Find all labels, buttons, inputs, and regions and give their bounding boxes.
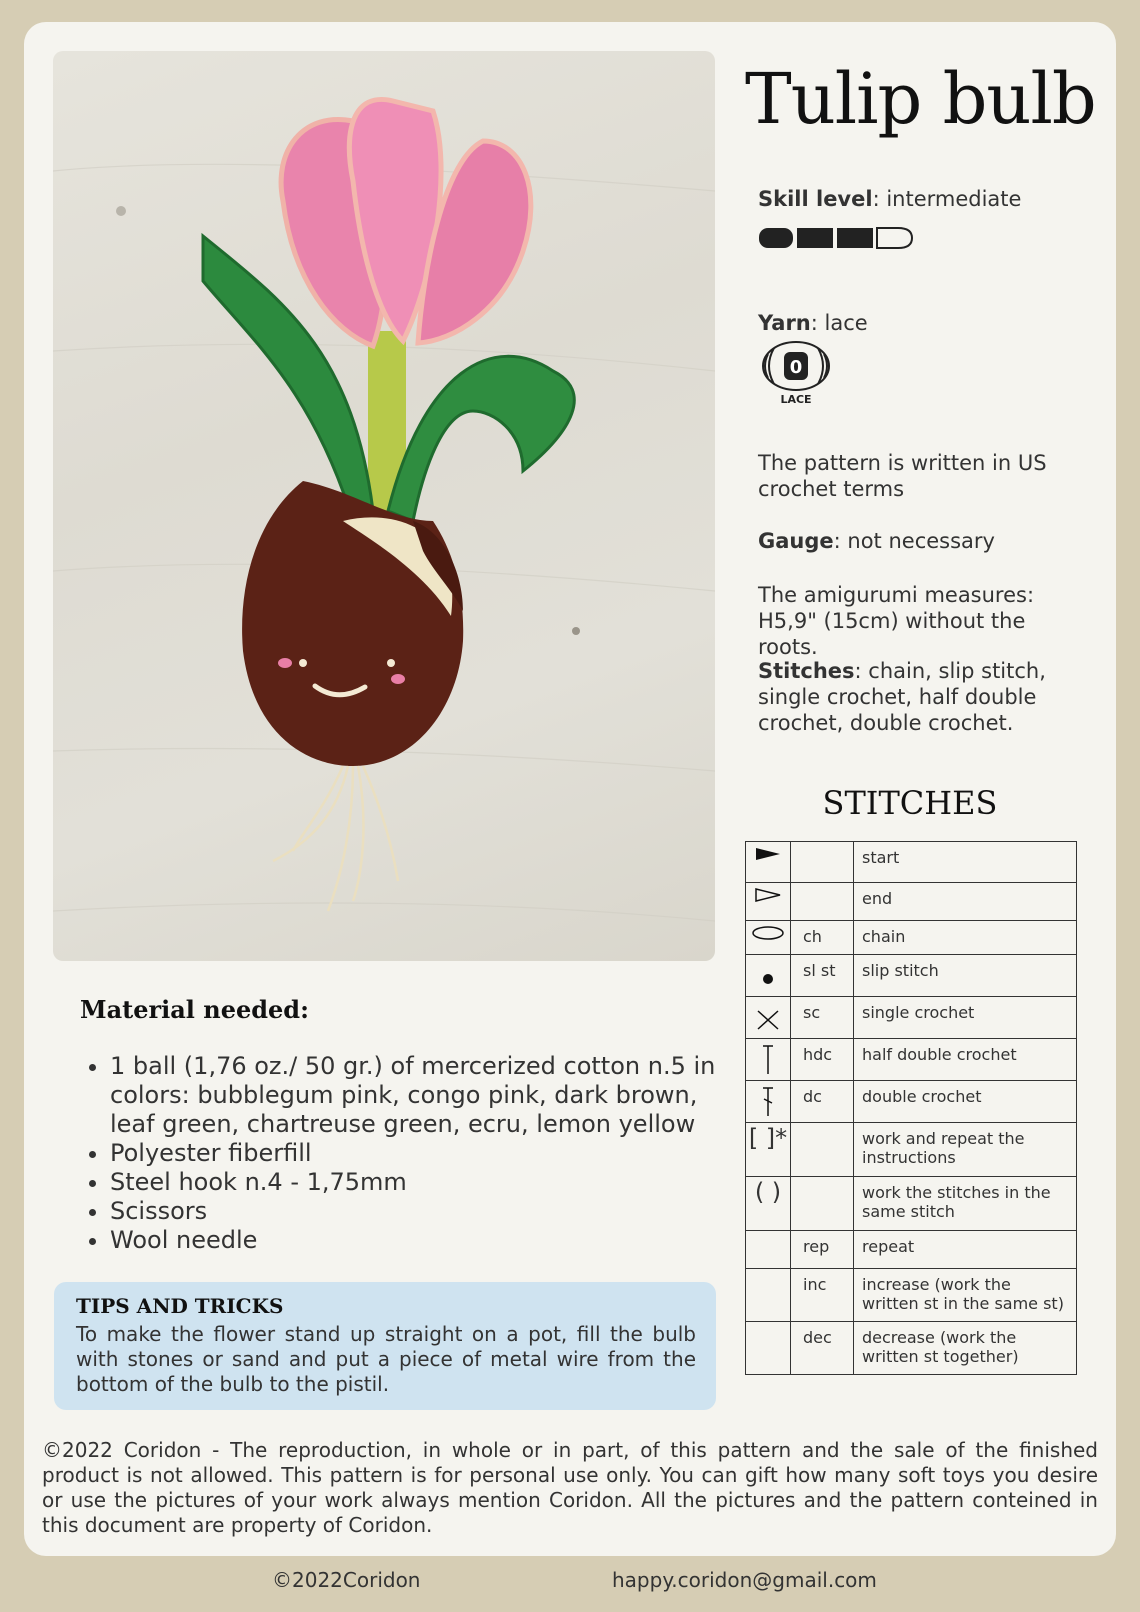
stitch-abbr: inc bbox=[791, 1269, 854, 1322]
stitch-desc: increase (work the written st in the same st) bbox=[854, 1269, 1077, 1322]
stitches-value: : chain, slip stitch, single crochet, half double crochet, double crochet. bbox=[758, 659, 1046, 735]
stitches-info bbox=[758, 658, 1048, 736]
parentheses-symbol: ( ) bbox=[746, 1177, 791, 1231]
gauge-value: : not necessary bbox=[833, 529, 995, 553]
list-item: • Steel hook n.4 - 1,75mm bbox=[110, 1168, 730, 1197]
yarn-value: : lace bbox=[810, 311, 868, 335]
list-item: • Polyester fiberfill bbox=[110, 1139, 730, 1168]
yarn-info bbox=[758, 310, 868, 336]
table-row bbox=[746, 1177, 1077, 1231]
skill-segment bbox=[759, 228, 793, 248]
stitch-desc: slip stitch bbox=[854, 955, 1077, 997]
table-row bbox=[746, 1269, 1077, 1322]
stitch-abbr: rep bbox=[791, 1231, 854, 1269]
stitch-abbr bbox=[791, 883, 854, 921]
stitch-desc: start bbox=[854, 842, 1077, 883]
stitch-symbol bbox=[746, 1322, 791, 1375]
dc-t-icon bbox=[746, 1081, 791, 1123]
single-crochet-x-icon bbox=[746, 997, 791, 1039]
footer-email[interactable]: happy.coridon@gmail.com bbox=[612, 1568, 877, 1592]
table-row bbox=[746, 1231, 1077, 1269]
tips-box bbox=[54, 1282, 716, 1410]
copyright-notice: ©2022 Coridon - The reproduction, in whole or in part, of this pattern and the sale of the finished product is not allowed. This pattern is for personal use only. You can gift how many soft toys you desire or use the pictures of your work always mention Coridon. All the pictures and the pattern conteined in this document are property of Coridon. bbox=[42, 1438, 1098, 1537]
table-row bbox=[746, 1123, 1077, 1177]
stitch-abbr: sl st bbox=[791, 955, 854, 997]
gauge-info bbox=[758, 528, 995, 554]
stitch-abbr bbox=[791, 1177, 854, 1231]
slip-stitch-dot-icon bbox=[746, 955, 791, 997]
gauge-label: Gauge bbox=[758, 529, 834, 553]
list-item: • 1 ball (1,76 oz./ 50 gr.) of mercerized cotton n.5 in colors: bubblegum pink, congo pink, dark brown, leaf green, chartreuse green, ecru, lemon yellow bbox=[110, 1052, 730, 1139]
yarn-weight-number: 0 bbox=[789, 357, 803, 378]
tips-text: To make the flower stand up straight on a pot, fill the bulb with stones or sand and put a piece of metal wire from the bottom of the bulb to the pistil. bbox=[76, 1322, 696, 1396]
stitch-desc: chain bbox=[854, 921, 1077, 955]
stitch-desc: decrease (work the written st together) bbox=[854, 1322, 1077, 1375]
stitch-symbol bbox=[746, 1231, 791, 1269]
table-row bbox=[746, 1081, 1077, 1123]
stitch-abbr: dc bbox=[791, 1081, 854, 1123]
stitch-desc: work and repeat the instructions bbox=[854, 1123, 1077, 1177]
page-title: Tulip bulb bbox=[745, 58, 1096, 140]
stitches-label: Stitches bbox=[758, 659, 855, 683]
table-row bbox=[746, 921, 1077, 955]
skill-segment bbox=[837, 228, 873, 248]
skill-segment bbox=[877, 228, 912, 248]
table-row bbox=[746, 955, 1077, 997]
tips-title: TIPS AND TRICKS bbox=[76, 1294, 284, 1318]
skill-segment bbox=[797, 228, 833, 248]
stitch-desc: work the stitches in the same stitch bbox=[854, 1177, 1077, 1231]
skill-level-value: : intermediate bbox=[872, 187, 1022, 211]
stitch-desc: single crochet bbox=[854, 997, 1077, 1039]
stitch-abbr bbox=[791, 842, 854, 883]
skill-level bbox=[758, 186, 1021, 212]
materials-list bbox=[80, 1052, 730, 1255]
table-row bbox=[746, 842, 1077, 883]
list-item: • Scissors bbox=[110, 1197, 730, 1226]
skill-level-label: Skill level bbox=[758, 187, 873, 211]
table-row bbox=[746, 1039, 1077, 1081]
stitch-abbr: hdc bbox=[791, 1039, 854, 1081]
measures-info: The amigurumi measures: H5,9" (15cm) without the roots. bbox=[758, 583, 1035, 659]
end-arrow-outline-icon bbox=[746, 883, 791, 921]
yarn-weight-icon bbox=[760, 340, 832, 406]
stitch-desc: repeat bbox=[854, 1231, 1077, 1269]
repeat-brackets-symbol: [ ]* bbox=[746, 1123, 791, 1177]
stitch-abbr: ch bbox=[791, 921, 854, 955]
hdc-t-icon bbox=[746, 1039, 791, 1081]
stitch-desc: half double crochet bbox=[854, 1039, 1077, 1081]
table-row bbox=[746, 997, 1077, 1039]
start-arrow-filled-icon bbox=[746, 842, 791, 883]
skill-level-bar bbox=[758, 226, 914, 250]
stitch-desc: end bbox=[854, 883, 1077, 921]
stitch-symbol bbox=[746, 1269, 791, 1322]
stitches-table bbox=[745, 841, 1077, 1375]
footer-copyright: ©2022Coridon bbox=[272, 1568, 421, 1592]
table-row bbox=[746, 883, 1077, 921]
tulip-bulb-photo bbox=[53, 51, 715, 961]
stitch-abbr: dec bbox=[791, 1322, 854, 1375]
yarn-weight-text: LACE bbox=[780, 393, 812, 406]
stitch-desc: double crochet bbox=[854, 1081, 1077, 1123]
stitch-abbr bbox=[791, 1123, 854, 1177]
terms-note: The pattern is written in US crochet terms bbox=[758, 451, 1047, 501]
list-item: • Wool needle bbox=[110, 1226, 730, 1255]
chain-oval-icon bbox=[746, 921, 791, 955]
table-row bbox=[746, 1322, 1077, 1375]
materials-heading: Material needed: bbox=[80, 995, 309, 1024]
stitches-title: STITCHES bbox=[822, 784, 998, 822]
yarn-label: Yarn bbox=[758, 311, 811, 335]
stitch-abbr: sc bbox=[791, 997, 854, 1039]
